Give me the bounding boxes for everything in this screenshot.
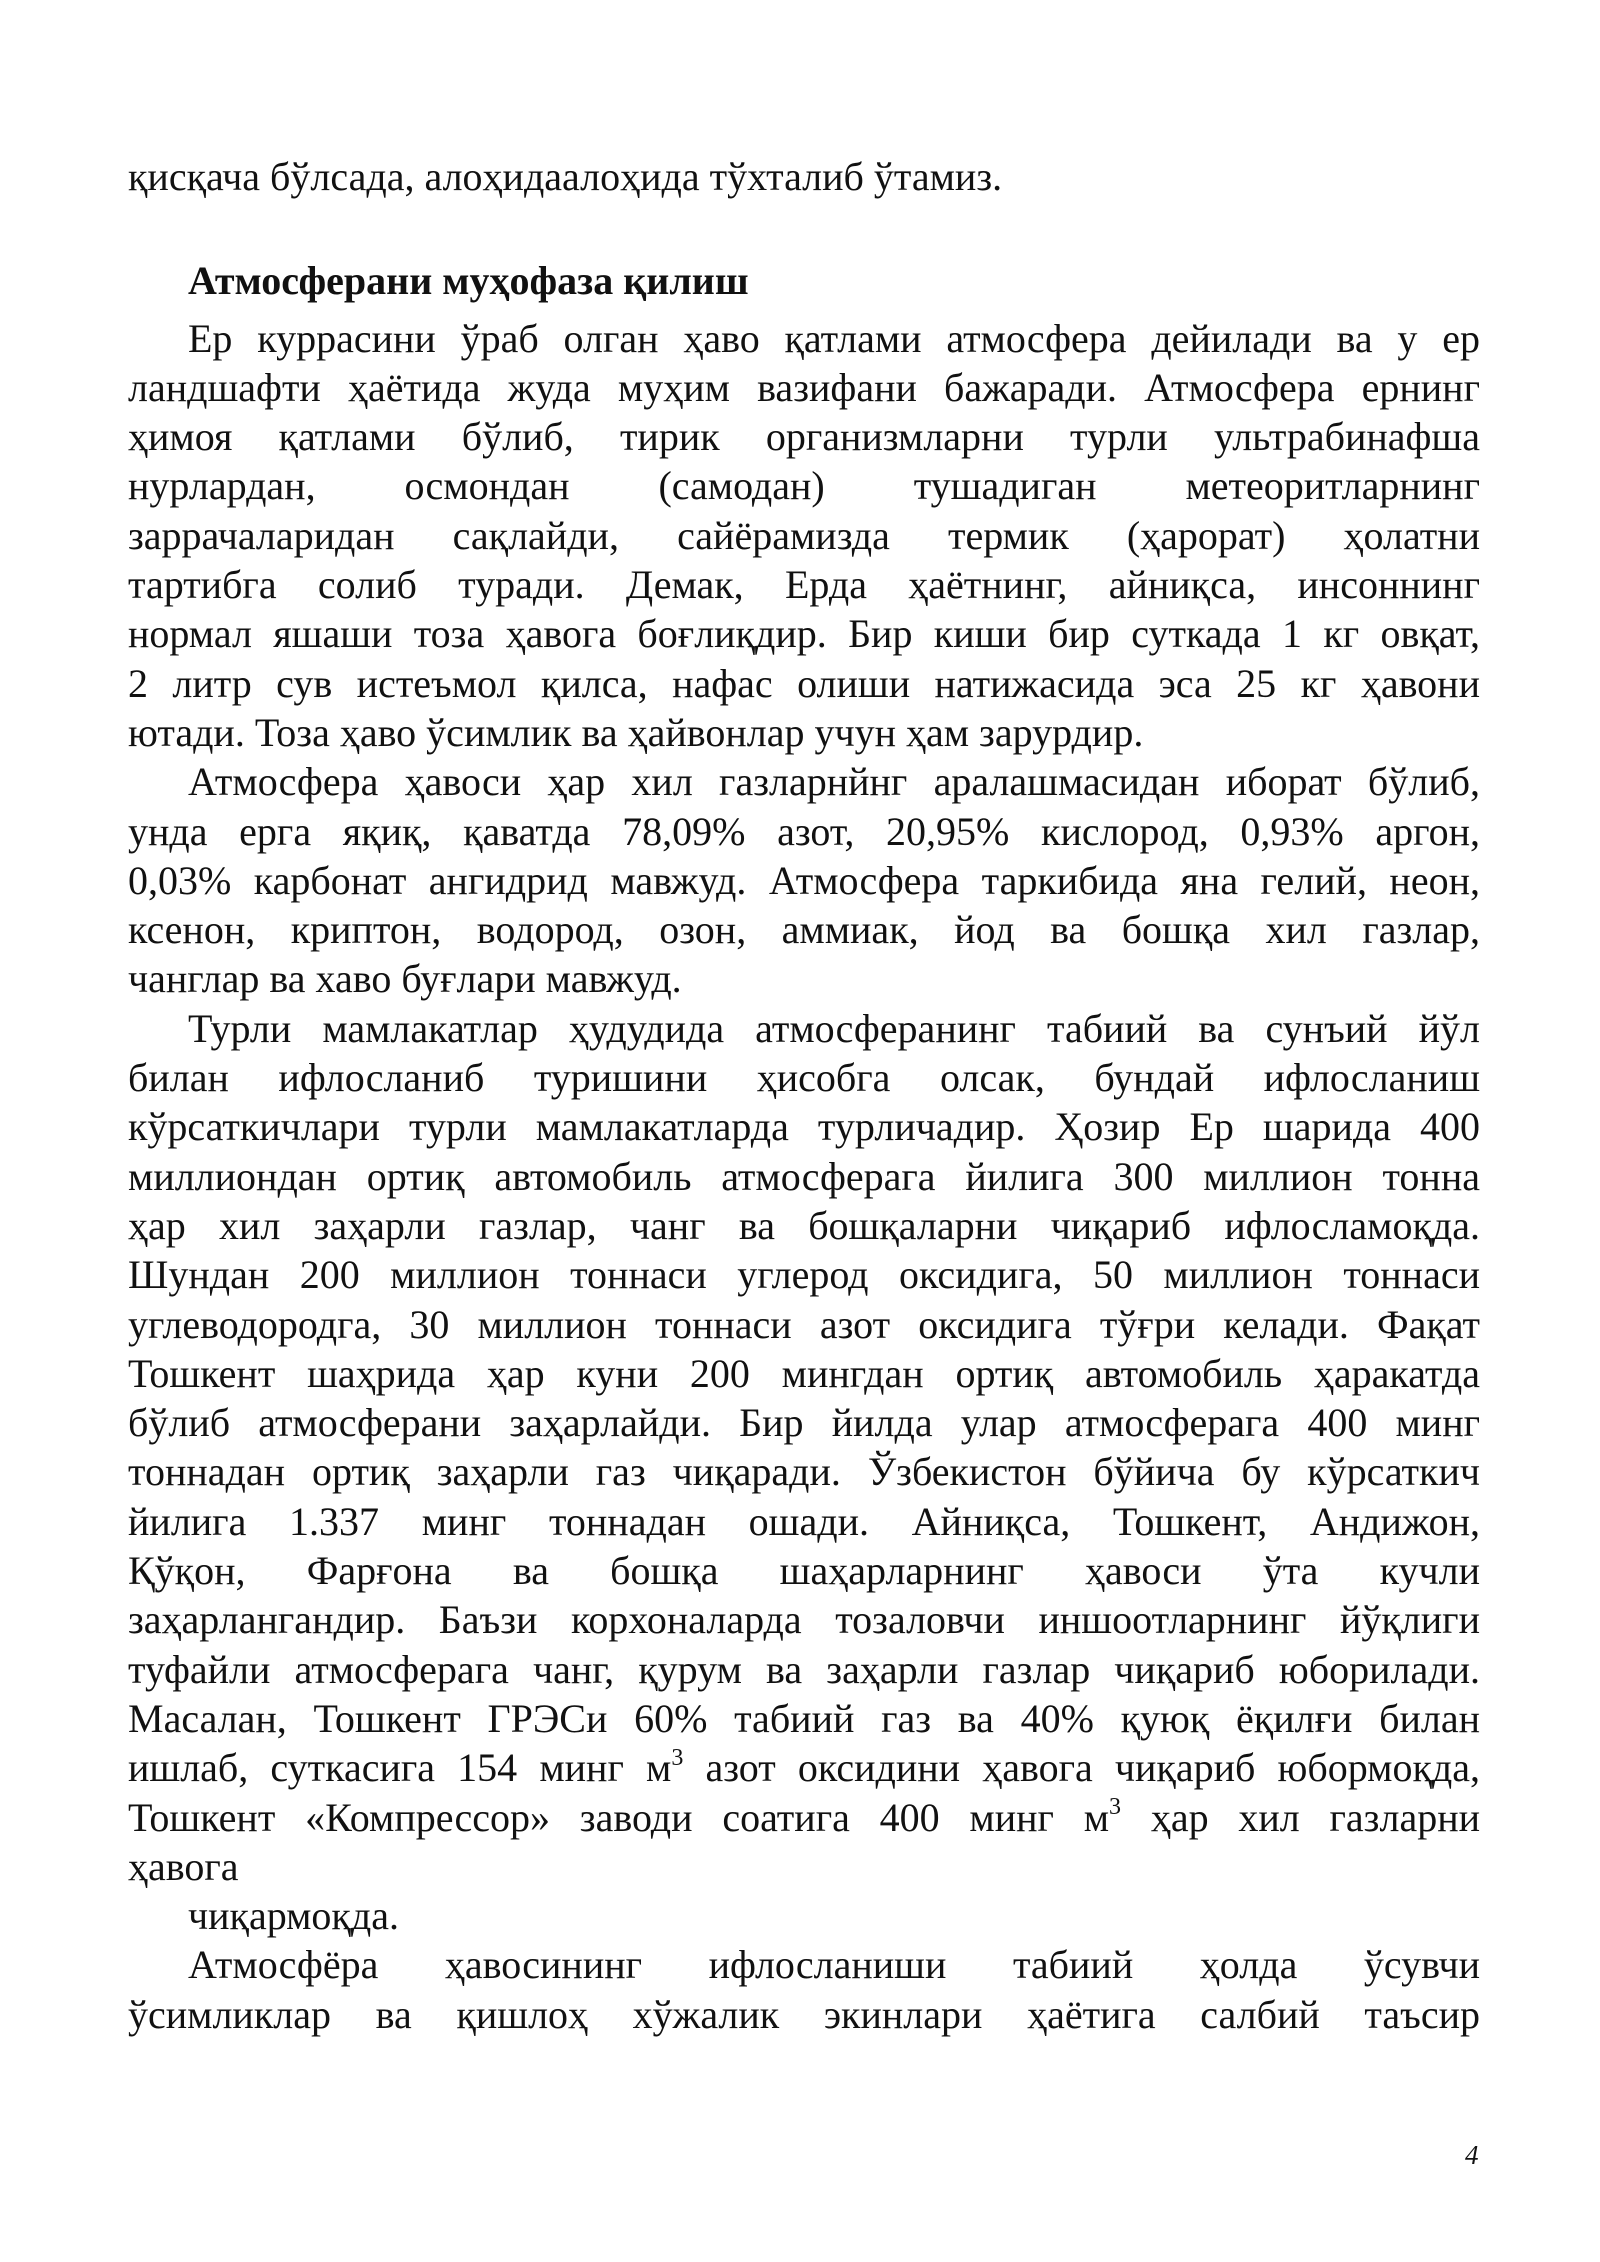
paragraph-line: Атмосфера ҳавоси ҳар хил газларнйнг аралашмасидан иборат бўлиб, — [188, 759, 1480, 805]
paragraph-2 — [128, 757, 1480, 1003]
paragraph-line: ҳавога — [128, 1843, 239, 1889]
paragraph-line: углеводородга, 30 миллион тоннаси азот оксидига тўғри келади. Фақат — [128, 1301, 1480, 1347]
text-segment: Тошкент «Компрессор» заводи соатига 400 минг м — [128, 1794, 1110, 1840]
paragraph-line: нормал яшаши тоза ҳавога боғлиқдир. Бир киши бир суткада 1 кг овқат, — [128, 611, 1480, 657]
paragraph-line: ландшафти ҳаётида жуда муҳим вазифани бажаради. Атмосфера ернинг — [128, 364, 1480, 410]
paragraph-line: ўсимликлар ва қишлоҳ хўжалик экинлари ҳаётига салбий таъсир — [128, 1991, 1480, 2037]
paragraph-line: 2 литр сув истеъмол қилса, нафас олиши натижасида эса 25 кг ҳавони — [128, 660, 1480, 706]
paragraph-line: ҳимоя қатлами бўлиб, тирик организмларни турли ультрабинафша — [128, 414, 1480, 460]
paragraph-line: Қўқон, Фарғона ва бошқа шаҳарларнинг ҳавоси ўта кучли — [128, 1548, 1480, 1594]
paragraph-line: 0,03% карбонат ангидрид мавжуд. Атмосфера таркибида яна гелий, неон, — [128, 857, 1480, 903]
text-segment: ҳар хил газларни — [1121, 1794, 1481, 1840]
paragraph-line: билан ифлосланиб туришини ҳисобга олсак, бундай ифлосланиш — [128, 1055, 1480, 1101]
superscript: 3 — [1109, 1794, 1122, 1821]
paragraph-line: тартибга солиб туради. Демак, Ерда ҳаётнинг, айниқса, инсоннинг — [128, 562, 1480, 608]
paragraph-line: Шундан 200 миллион тоннаси углерод оксидига, 50 миллион тоннаси — [128, 1252, 1480, 1298]
section-heading: Атмосферани муҳофаза қилиш — [188, 258, 749, 304]
paragraph-line: чанглар ва хаво буғлари мавжуд. — [128, 956, 682, 1002]
paragraph-line: Атмосфёра ҳавосининг ифлосланиши табиий ҳолда ўсувчи — [188, 1942, 1480, 1988]
paragraph-line: заҳарлангандир. Баъзи корхоналарда тозаловчи иншоотларнинг йўқлиги — [128, 1597, 1480, 1643]
paragraph-line: миллиондан ортиқ автомобиль атмосферага йилига 300 миллион тонна — [128, 1153, 1480, 1199]
paragraph-line: ҳар хил заҳарли газлар, чанг ва бошқаларни чиқариб ифлосламоқда. — [128, 1202, 1480, 1248]
opening-line: қисқача бўлсада, алоҳидаалоҳида тўхталиб ўтамиз. — [128, 154, 1003, 199]
paragraph-line: ксенон, криптон, водород, озон, аммиак, йод ва бошқа хил газлар, — [128, 907, 1480, 953]
text-segment: азот оксидини ҳавога чиқариб юбормоқда, — [683, 1745, 1480, 1791]
paragraph-line: туфайли атмосферага чанг, қурум ва заҳарли газлар чиқариб юборилади. — [128, 1646, 1480, 1692]
paragraph-1 — [128, 314, 1480, 758]
paragraph-line: йилига 1.337 минг тоннадан ошади. Айниқса, Тошкент, Андижон, — [128, 1498, 1480, 1544]
page-number: 4 — [1465, 2140, 1479, 2170]
paragraph-line: тоннадан ортиқ заҳарли газ чиқаради. Ўзбекистон бўйича бу кўрсаткич — [128, 1449, 1480, 1495]
text-segment: ишлаб, суткасига 154 минг м — [128, 1745, 672, 1791]
superscript: 3 — [671, 1744, 684, 1771]
paragraph-line: нурлардан, осмондан (самодан) тушадиган метеоритларнинг — [128, 463, 1480, 509]
continuation-line: чиқармоқда. — [188, 1893, 399, 1939]
paragraph-line: заррачаларидан сақлайди, сайёрамизда термик (ҳарорат) ҳолатни — [128, 512, 1480, 558]
paragraph-line: ютади. Тоза ҳаво ўсимлик ва ҳайвонлар учун ҳам зарурдир. — [128, 709, 1144, 755]
document-page — [128, 152, 1480, 2039]
paragraph-line-with-superscript — [128, 1793, 1480, 1842]
paragraph-line: Ер куррасини ўраб олган ҳаво қатлами атмосфера дейилади ва у ер — [188, 315, 1480, 361]
paragraph-line: бўлиб атмосферани заҳарлайди. Бир йилда улар атмосферага 400 минг — [128, 1400, 1480, 1446]
paragraph-line: Тошкент шаҳрида ҳар куни 200 мингдан ортиқ автомобиль ҳаракатда — [128, 1350, 1480, 1396]
paragraph-line: унда ерга яқиқ, қаватда 78,09% азот, 20,95% кислород, 0,93% аргон, — [128, 808, 1480, 854]
paragraph-4 — [128, 1940, 1480, 2039]
paragraph-3 — [128, 1004, 1480, 1891]
paragraph-line: Турли мамлакатлар ҳудудида атмосферанинг табиий ва сунъий йўл — [188, 1005, 1480, 1051]
paragraph-line: кўрсаткичлари турли мамлакатларда турличадир. Ҳозир Ер шарида 400 — [128, 1104, 1480, 1150]
paragraph-line-with-superscript — [128, 1743, 1480, 1792]
paragraph-line: Масалан, Тошкент ГРЭСи 60% табиий газ ва 40% қуюқ ёқилғи билан — [128, 1695, 1480, 1741]
